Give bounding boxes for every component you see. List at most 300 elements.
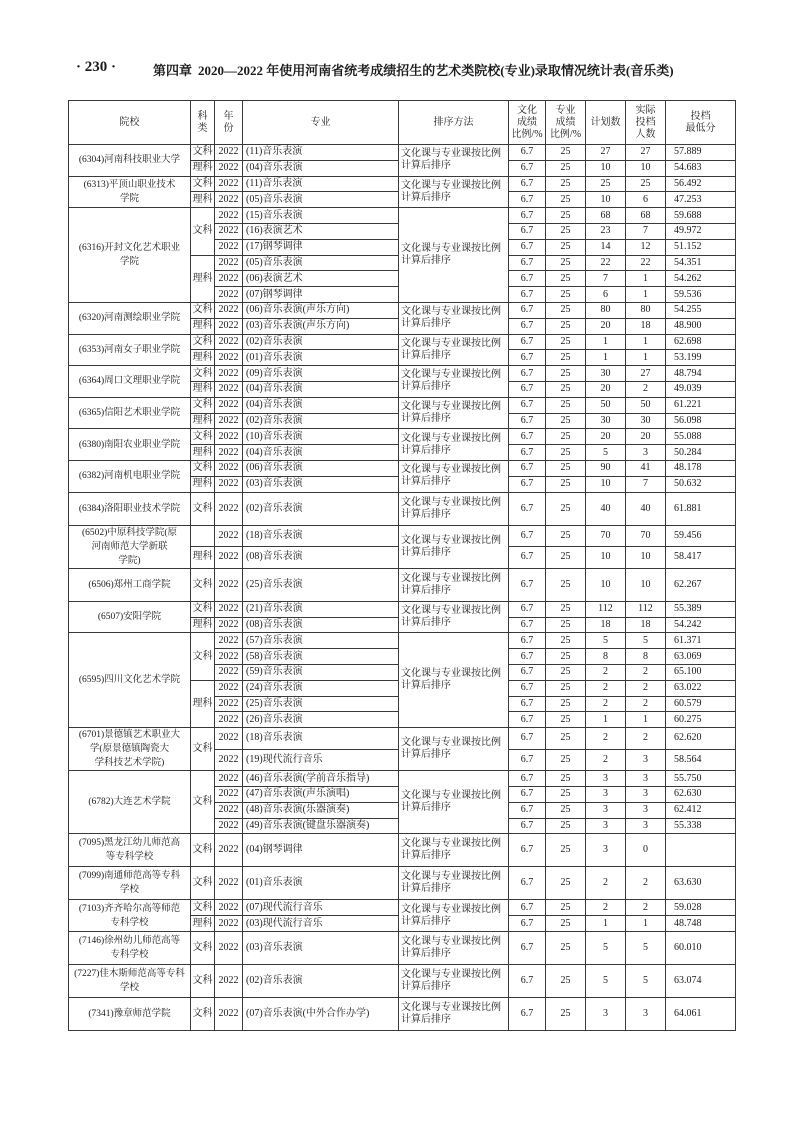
plan-count-cell: 20 xyxy=(586,381,626,397)
specialty-ratio-cell: 25 xyxy=(546,649,586,665)
col-header-plan: 计划数 xyxy=(586,101,626,145)
culture-ratio-cell: 6.7 xyxy=(509,712,546,728)
table-row xyxy=(69,601,736,617)
major-cell: (15)音乐表演 xyxy=(243,208,399,224)
year-cell: 2022 xyxy=(215,302,243,318)
year-cell: 2022 xyxy=(215,350,243,366)
year-cell: 2022 xyxy=(215,460,243,476)
specialty-ratio-cell: 25 xyxy=(546,445,586,461)
min-score-cell: 54.242 xyxy=(666,617,736,633)
year-cell: 2022 xyxy=(215,547,243,569)
min-score-cell: 54.351 xyxy=(666,255,736,271)
specialty-ratio-cell: 25 xyxy=(546,547,586,569)
plan-count-cell: 3 xyxy=(586,818,626,834)
admitted-count-cell: 7 xyxy=(626,223,666,239)
category-cell: 文科 xyxy=(191,965,215,998)
specialty-ratio-cell: 25 xyxy=(546,176,586,192)
plan-count-cell: 5 xyxy=(586,932,626,965)
year-cell: 2022 xyxy=(215,271,243,287)
min-score-cell: 55.750 xyxy=(666,771,736,787)
culture-ratio-cell: 6.7 xyxy=(509,771,546,787)
culture-ratio-cell: 6.7 xyxy=(509,965,546,998)
chapter-label: 第四章 xyxy=(153,63,193,78)
min-score-cell: 54.262 xyxy=(666,271,736,287)
sort-method-cell: 文化课与专业课按比例 计算后排序 xyxy=(399,965,509,998)
admitted-count-cell: 3 xyxy=(626,445,666,461)
specialty-ratio-cell: 25 xyxy=(546,350,586,366)
sort-method-cell: 文化课与专业课按比例 计算后排序 xyxy=(399,145,509,177)
sort-method-cell: 文化课与专业课按比例 计算后排序 xyxy=(399,867,509,900)
table-row xyxy=(69,397,736,413)
major-cell: (16)表演艺术 xyxy=(243,223,399,239)
culture-ratio-cell: 6.7 xyxy=(509,749,546,771)
culture-ratio-cell: 6.7 xyxy=(509,787,546,803)
min-score-cell: 50.632 xyxy=(666,476,736,492)
year-cell: 2022 xyxy=(215,192,243,208)
year-cell: 2022 xyxy=(215,413,243,429)
plan-count-cell: 5 xyxy=(586,965,626,998)
min-score-cell: 55.088 xyxy=(666,429,736,445)
admitted-count-cell: 20 xyxy=(626,429,666,445)
min-score-cell: 63.074 xyxy=(666,965,736,998)
table-row xyxy=(69,460,736,476)
specialty-ratio-cell: 25 xyxy=(546,476,586,492)
school-name-cell: (6320)河南测绘职业学院 xyxy=(69,302,191,334)
table-row xyxy=(69,366,736,382)
min-score-cell: 63.069 xyxy=(666,649,736,665)
culture-ratio-cell: 6.7 xyxy=(509,445,546,461)
major-cell: (25)音乐表演 xyxy=(243,568,399,601)
specialty-ratio-cell: 25 xyxy=(546,525,586,547)
page-number: · 230 · xyxy=(76,59,117,75)
min-score-cell: 55.389 xyxy=(666,601,736,617)
admitted-count-cell: 18 xyxy=(626,318,666,334)
plan-count-cell: 20 xyxy=(586,429,626,445)
specialty-ratio-cell: 25 xyxy=(546,696,586,712)
admitted-count-cell: 2 xyxy=(626,900,666,916)
table-row xyxy=(69,176,736,192)
year-cell: 2022 xyxy=(215,397,243,413)
plan-count-cell: 2 xyxy=(586,696,626,712)
table-row xyxy=(69,525,736,547)
min-score-cell: 53.199 xyxy=(666,350,736,366)
category-cell: 文科 xyxy=(191,834,215,867)
specialty-ratio-cell: 25 xyxy=(546,223,586,239)
year-cell: 2022 xyxy=(215,932,243,965)
culture-ratio-cell: 6.7 xyxy=(509,366,546,382)
major-cell: (58)音乐表演 xyxy=(243,649,399,665)
min-score-cell xyxy=(666,834,736,867)
plan-count-cell: 1 xyxy=(586,916,626,932)
specialty-ratio-cell: 25 xyxy=(546,998,586,1031)
plan-count-cell: 10 xyxy=(586,568,626,601)
plan-count-cell: 18 xyxy=(586,617,626,633)
school-name-cell: (6380)南阳农业职业学院 xyxy=(69,429,191,461)
year-cell: 2022 xyxy=(215,965,243,998)
min-score-cell: 54.683 xyxy=(666,160,736,176)
year-cell: 2022 xyxy=(215,802,243,818)
major-cell: (07)钢琴调律 xyxy=(243,287,399,303)
col-header-culture-ratio: 文化 成绩 比例/% xyxy=(509,101,546,145)
admitted-count-cell: 12 xyxy=(626,239,666,255)
col-header-sort-method: 排序方法 xyxy=(399,101,509,145)
min-score-cell: 58.564 xyxy=(666,749,736,771)
category-cell: 文科 xyxy=(191,366,215,382)
table-row xyxy=(69,208,736,224)
year-cell: 2022 xyxy=(215,445,243,461)
specialty-ratio-cell: 25 xyxy=(546,749,586,771)
admitted-count-cell: 10 xyxy=(626,160,666,176)
culture-ratio-cell: 6.7 xyxy=(509,460,546,476)
category-cell: 文科 xyxy=(191,900,215,916)
school-name-cell: (6384)洛阳职业技术学院 xyxy=(69,492,191,525)
specialty-ratio-cell: 25 xyxy=(546,271,586,287)
category-cell: 文科 xyxy=(191,460,215,476)
year-cell: 2022 xyxy=(215,664,243,680)
min-score-cell: 48.900 xyxy=(666,318,736,334)
plan-count-cell: 1 xyxy=(586,712,626,728)
admitted-count-cell: 8 xyxy=(626,649,666,665)
culture-ratio-cell: 6.7 xyxy=(509,208,546,224)
admitted-count-cell: 1 xyxy=(626,916,666,932)
year-cell: 2022 xyxy=(215,176,243,192)
culture-ratio-cell: 6.7 xyxy=(509,302,546,318)
plan-count-cell: 1 xyxy=(586,350,626,366)
plan-count-cell: 90 xyxy=(586,460,626,476)
sort-method-cell: 文化课与专业课按比例 计算后排序 xyxy=(399,302,509,334)
admitted-count-cell: 30 xyxy=(626,413,666,429)
major-cell: (10)音乐表演 xyxy=(243,429,399,445)
plan-count-cell: 2 xyxy=(586,749,626,771)
specialty-ratio-cell: 25 xyxy=(546,601,586,617)
category-cell: 文科 xyxy=(191,492,215,525)
table-row xyxy=(69,932,736,965)
sort-method-cell: 文化课与专业课按比例 计算后排序 xyxy=(399,834,509,867)
col-header-category: 科 类 xyxy=(191,101,215,145)
school-name-cell: (6506)郑州工商学院 xyxy=(69,568,191,601)
culture-ratio-cell: 6.7 xyxy=(509,350,546,366)
min-score-cell: 57.889 xyxy=(666,145,736,161)
specialty-ratio-cell: 25 xyxy=(546,192,586,208)
min-score-cell: 59.688 xyxy=(666,208,736,224)
plan-count-cell: 80 xyxy=(586,302,626,318)
specialty-ratio-cell: 25 xyxy=(546,728,586,750)
year-cell: 2022 xyxy=(215,223,243,239)
specialty-ratio-cell: 25 xyxy=(546,712,586,728)
specialty-ratio-cell: 25 xyxy=(546,900,586,916)
category-cell: 文科 xyxy=(191,601,215,617)
plan-count-cell: 10 xyxy=(586,547,626,569)
specialty-ratio-cell: 25 xyxy=(546,771,586,787)
plan-count-cell: 2 xyxy=(586,867,626,900)
year-cell: 2022 xyxy=(215,255,243,271)
major-cell: (11)音乐表演 xyxy=(243,145,399,161)
culture-ratio-cell: 6.7 xyxy=(509,617,546,633)
culture-ratio-cell: 6.7 xyxy=(509,318,546,334)
admitted-count-cell: 70 xyxy=(626,525,666,547)
major-cell: (07)音乐表演(中外合作办学) xyxy=(243,998,399,1031)
sort-method-cell: 文化课与专业课按比例 计算后排序 xyxy=(399,900,509,932)
major-cell: (06)表演艺术 xyxy=(243,271,399,287)
admitted-count-cell: 1 xyxy=(626,712,666,728)
culture-ratio-cell: 6.7 xyxy=(509,255,546,271)
admitted-count-cell: 3 xyxy=(626,787,666,803)
plan-count-cell: 10 xyxy=(586,160,626,176)
culture-ratio-cell: 6.7 xyxy=(509,397,546,413)
year-cell: 2022 xyxy=(215,160,243,176)
admitted-count-cell: 68 xyxy=(626,208,666,224)
min-score-cell: 50.284 xyxy=(666,445,736,461)
sort-method-cell: 文化课与专业课按比例 计算后排序 xyxy=(399,525,509,568)
specialty-ratio-cell: 25 xyxy=(546,787,586,803)
category-cell: 文科 xyxy=(191,334,215,350)
plan-count-cell: 40 xyxy=(586,492,626,525)
culture-ratio-cell: 6.7 xyxy=(509,239,546,255)
col-header-min-score: 投档 最低分 xyxy=(666,101,736,145)
school-name-cell: (6316)开封文化艺术职业 学院 xyxy=(69,208,191,303)
plan-count-cell: 23 xyxy=(586,223,626,239)
specialty-ratio-cell: 25 xyxy=(546,145,586,161)
admitted-count-cell: 2 xyxy=(626,381,666,397)
table-row xyxy=(69,900,736,916)
school-name-cell: (6365)信阳艺术职业学院 xyxy=(69,397,191,429)
admission-statistics-table xyxy=(68,100,736,1031)
min-score-cell: 60.275 xyxy=(666,712,736,728)
year-cell: 2022 xyxy=(215,525,243,547)
min-score-cell: 62.412 xyxy=(666,802,736,818)
year-cell: 2022 xyxy=(215,381,243,397)
min-score-cell: 54.255 xyxy=(666,302,736,318)
major-cell: (03)音乐表演(声乐方向) xyxy=(243,318,399,334)
major-cell: (04)音乐表演 xyxy=(243,160,399,176)
culture-ratio-cell: 6.7 xyxy=(509,525,546,547)
admitted-count-cell: 27 xyxy=(626,366,666,382)
table-row xyxy=(69,334,736,350)
specialty-ratio-cell: 25 xyxy=(546,334,586,350)
culture-ratio-cell: 6.7 xyxy=(509,429,546,445)
year-cell: 2022 xyxy=(215,916,243,932)
year-cell: 2022 xyxy=(215,287,243,303)
plan-count-cell: 2 xyxy=(586,900,626,916)
table-row xyxy=(69,568,736,601)
year-cell: 2022 xyxy=(215,787,243,803)
min-score-cell: 62.630 xyxy=(666,787,736,803)
table-row xyxy=(69,998,736,1031)
sort-method-cell: 文化课与专业课按比例 计算后排序 xyxy=(399,397,509,429)
page-header xyxy=(76,59,736,81)
year-cell: 2022 xyxy=(215,617,243,633)
category-cell: 理科 xyxy=(191,350,215,366)
culture-ratio-cell: 6.7 xyxy=(509,413,546,429)
year-cell: 2022 xyxy=(215,429,243,445)
specialty-ratio-cell: 25 xyxy=(546,664,586,680)
sort-method-cell: 文化课与专业课按比例 计算后排序 xyxy=(399,998,509,1031)
category-cell: 理科 xyxy=(191,617,215,633)
admitted-count-cell: 5 xyxy=(626,932,666,965)
sort-method-cell: 文化课与专业课按比例 计算后排序 xyxy=(399,771,509,834)
plan-count-cell: 2 xyxy=(586,680,626,696)
major-cell: (06)音乐表演(声乐方向) xyxy=(243,302,399,318)
plan-count-cell: 8 xyxy=(586,649,626,665)
culture-ratio-cell: 6.7 xyxy=(509,932,546,965)
culture-ratio-cell: 6.7 xyxy=(509,223,546,239)
specialty-ratio-cell: 25 xyxy=(546,834,586,867)
category-cell: 文科 xyxy=(191,208,215,255)
culture-ratio-cell: 6.7 xyxy=(509,680,546,696)
culture-ratio-cell: 6.7 xyxy=(509,601,546,617)
admitted-count-cell: 50 xyxy=(626,397,666,413)
culture-ratio-cell: 6.7 xyxy=(509,476,546,492)
year-cell: 2022 xyxy=(215,649,243,665)
year-cell: 2022 xyxy=(215,334,243,350)
year-cell: 2022 xyxy=(215,318,243,334)
table-row xyxy=(69,965,736,998)
table-row xyxy=(69,834,736,867)
table-row xyxy=(69,633,736,649)
min-score-cell: 61.371 xyxy=(666,633,736,649)
culture-ratio-cell: 6.7 xyxy=(509,568,546,601)
year-cell: 2022 xyxy=(215,476,243,492)
table-header-row xyxy=(69,101,736,145)
admitted-count-cell: 2 xyxy=(626,664,666,680)
major-cell: (06)音乐表演 xyxy=(243,460,399,476)
year-cell: 2022 xyxy=(215,998,243,1031)
culture-ratio-cell: 6.7 xyxy=(509,664,546,680)
major-cell: (08)音乐表演 xyxy=(243,617,399,633)
admitted-count-cell: 10 xyxy=(626,547,666,569)
admitted-count-cell: 2 xyxy=(626,867,666,900)
plan-count-cell: 27 xyxy=(586,145,626,161)
major-cell: (47)音乐表演(声乐演唱) xyxy=(243,787,399,803)
major-cell: (26)音乐表演 xyxy=(243,712,399,728)
col-header-year: 年 份 xyxy=(215,101,243,145)
plan-count-cell: 3 xyxy=(586,787,626,803)
year-cell: 2022 xyxy=(215,900,243,916)
major-cell: (04)音乐表演 xyxy=(243,381,399,397)
min-score-cell: 62.267 xyxy=(666,568,736,601)
culture-ratio-cell: 6.7 xyxy=(509,145,546,161)
admitted-count-cell: 2 xyxy=(626,696,666,712)
admitted-count-cell: 7 xyxy=(626,476,666,492)
specialty-ratio-cell: 25 xyxy=(546,568,586,601)
min-score-cell: 49.972 xyxy=(666,223,736,239)
admitted-count-cell: 3 xyxy=(626,802,666,818)
school-name-cell: (6502)中原科技学院(原 河南师范大学新联 学院) xyxy=(69,525,191,568)
culture-ratio-cell: 6.7 xyxy=(509,287,546,303)
school-name-cell: (6595)四川文化艺术学院 xyxy=(69,633,191,728)
category-cell: 理科 xyxy=(191,255,215,302)
specialty-ratio-cell: 25 xyxy=(546,397,586,413)
min-score-cell: 56.492 xyxy=(666,176,736,192)
culture-ratio-cell: 6.7 xyxy=(509,649,546,665)
category-cell: 理科 xyxy=(191,381,215,397)
major-cell: (17)钢琴调律 xyxy=(243,239,399,255)
admitted-count-cell: 18 xyxy=(626,617,666,633)
year-cell: 2022 xyxy=(215,366,243,382)
major-cell: (59)音乐表演 xyxy=(243,664,399,680)
min-score-cell: 61.221 xyxy=(666,397,736,413)
major-cell: (21)音乐表演 xyxy=(243,601,399,617)
school-name-cell: (6313)平顶山职业技术 学院 xyxy=(69,176,191,208)
admitted-count-cell: 3 xyxy=(626,771,666,787)
min-score-cell: 59.536 xyxy=(666,287,736,303)
admitted-count-cell: 3 xyxy=(626,749,666,771)
table-row xyxy=(69,429,736,445)
admitted-count-cell: 1 xyxy=(626,350,666,366)
year-cell: 2022 xyxy=(215,696,243,712)
major-cell: (46)音乐表演(学前音乐指导) xyxy=(243,771,399,787)
category-cell: 文科 xyxy=(191,429,215,445)
category-cell: 文科 xyxy=(191,176,215,192)
category-cell: 文科 xyxy=(191,568,215,601)
year-cell: 2022 xyxy=(215,771,243,787)
category-cell: 文科 xyxy=(191,302,215,318)
school-name-cell: (7341)豫章师范学院 xyxy=(69,998,191,1031)
category-cell: 文科 xyxy=(191,998,215,1031)
culture-ratio-cell: 6.7 xyxy=(509,728,546,750)
min-score-cell: 65.100 xyxy=(666,664,736,680)
culture-ratio-cell: 6.7 xyxy=(509,834,546,867)
min-score-cell: 62.620 xyxy=(666,728,736,750)
category-cell: 文科 xyxy=(191,728,215,771)
admitted-count-cell: 112 xyxy=(626,601,666,617)
culture-ratio-cell: 6.7 xyxy=(509,802,546,818)
year-cell: 2022 xyxy=(215,633,243,649)
category-cell: 理科 xyxy=(191,192,215,208)
year-cell: 2022 xyxy=(215,728,243,750)
plan-count-cell: 3 xyxy=(586,834,626,867)
plan-count-cell: 3 xyxy=(586,802,626,818)
plan-count-cell: 30 xyxy=(586,366,626,382)
admitted-count-cell: 40 xyxy=(626,492,666,525)
category-cell: 理科 xyxy=(191,445,215,461)
category-cell: 文科 xyxy=(191,145,215,161)
culture-ratio-cell: 6.7 xyxy=(509,381,546,397)
major-cell: (01)音乐表演 xyxy=(243,350,399,366)
year-cell: 2022 xyxy=(215,208,243,224)
plan-count-cell: 6 xyxy=(586,287,626,303)
min-score-cell: 64.061 xyxy=(666,998,736,1031)
min-score-cell: 61.881 xyxy=(666,492,736,525)
col-header-school: 院校 xyxy=(69,101,191,145)
admitted-count-cell: 5 xyxy=(626,633,666,649)
sort-method-cell: 文化课与专业课按比例 计算后排序 xyxy=(399,429,509,461)
category-cell: 理科 xyxy=(191,476,215,492)
major-cell: (18)音乐表演 xyxy=(243,728,399,750)
culture-ratio-cell: 6.7 xyxy=(509,916,546,932)
col-header-specialty-ratio: 专业 成绩 比例/% xyxy=(546,101,586,145)
table-row xyxy=(69,728,736,750)
table-row xyxy=(69,145,736,161)
culture-ratio-cell: 6.7 xyxy=(509,334,546,350)
major-cell: (03)现代流行音乐 xyxy=(243,916,399,932)
plan-count-cell: 50 xyxy=(586,397,626,413)
plan-count-cell: 5 xyxy=(586,445,626,461)
school-name-cell: (6782)大连艺术学院 xyxy=(69,771,191,834)
plan-count-cell: 1 xyxy=(586,334,626,350)
specialty-ratio-cell: 25 xyxy=(546,429,586,445)
year-cell: 2022 xyxy=(215,712,243,728)
culture-ratio-cell: 6.7 xyxy=(509,867,546,900)
specialty-ratio-cell: 25 xyxy=(546,617,586,633)
admitted-count-cell: 25 xyxy=(626,176,666,192)
specialty-ratio-cell: 25 xyxy=(546,633,586,649)
year-cell: 2022 xyxy=(215,834,243,867)
major-cell: (08)音乐表演 xyxy=(243,547,399,569)
culture-ratio-cell: 6.7 xyxy=(509,998,546,1031)
plan-count-cell: 22 xyxy=(586,255,626,271)
table-row xyxy=(69,492,736,525)
